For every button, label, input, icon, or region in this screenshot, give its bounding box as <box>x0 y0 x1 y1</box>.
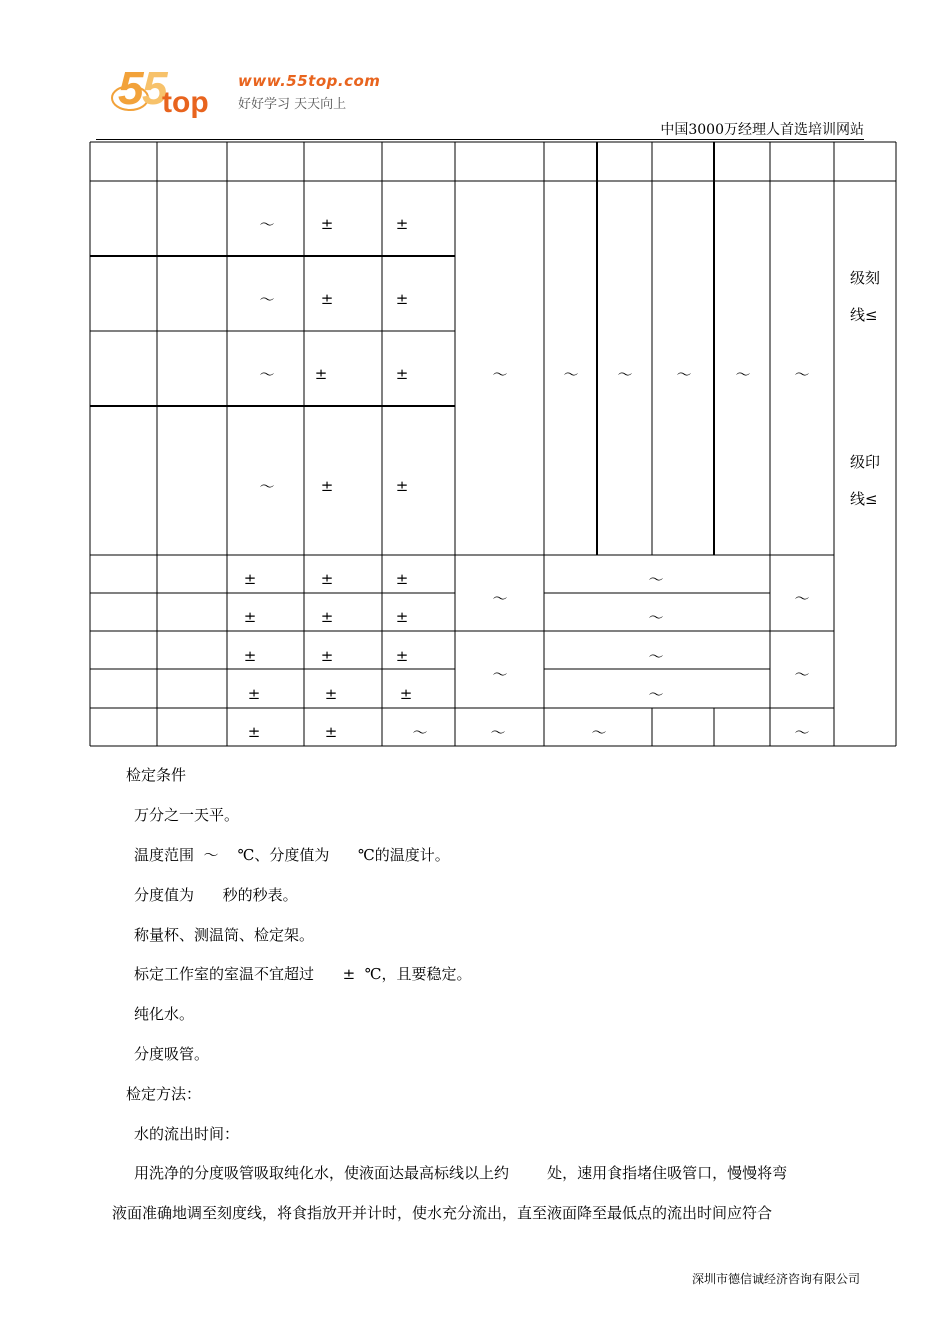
svg-text:5: 5 <box>142 62 168 114</box>
table-cell: ～ <box>648 685 664 704</box>
table-cell: ± <box>395 215 409 233</box>
condition-item: 分度值为 秒的秒表。 <box>134 886 298 904</box>
table-cell: ～ <box>412 723 428 742</box>
table-cell: ～ <box>259 215 275 234</box>
condition-item: 分度吸管。 <box>134 1045 210 1063</box>
table-cell: ± <box>399 685 413 703</box>
svg-text:5: 5 <box>118 62 144 114</box>
table-cell: ～ <box>617 365 633 384</box>
side-note-line: 级印 <box>850 453 881 471</box>
table-cell: ± <box>314 365 328 383</box>
table-cell: ± <box>243 647 257 665</box>
method-heading: 检定方法： <box>126 1085 202 1103</box>
table-cell: ± <box>395 608 409 626</box>
table-cell: ～ <box>591 723 607 742</box>
table-cell: ± <box>395 647 409 665</box>
condition-item: 称量杯、测温筒、检定架。 <box>134 926 315 944</box>
table-cell: ± <box>320 570 334 588</box>
conditions-heading: 检定条件 <box>126 766 187 784</box>
table-cell: ～ <box>259 290 275 309</box>
table-cell: ～ <box>794 665 810 684</box>
table-cell: ～ <box>492 589 508 608</box>
table-cell: ～ <box>794 589 810 608</box>
svg-text:top: top <box>162 86 209 119</box>
side-note-line: 线≤ <box>850 490 878 508</box>
table-cell: ± <box>324 723 338 741</box>
table-cell: ± <box>395 570 409 588</box>
table-cell: ～ <box>676 365 692 384</box>
table-cell: ± <box>320 290 334 308</box>
table-cell: ± <box>243 570 257 588</box>
table-cell: ～ <box>648 570 664 589</box>
table-cell: ± <box>247 685 261 703</box>
table-cell: ～ <box>492 365 508 384</box>
side-note-engraved <box>850 260 890 334</box>
table-cell: ± <box>395 365 409 383</box>
table-cell: ± <box>243 608 257 626</box>
table-cell: ± <box>395 290 409 308</box>
side-note-line: 级刻 <box>850 269 881 287</box>
side-note-printed <box>850 444 890 518</box>
condition-item: 标定工作室的室温不宜超过 ± ℃，且要稳定。 <box>134 965 472 983</box>
method-subheading: 水的流出时间： <box>134 1125 240 1143</box>
site-url[interactable]: www.55top.com <box>238 72 381 90</box>
condition-item: 纯化水。 <box>134 1005 195 1023</box>
table-cell: ～ <box>735 365 751 384</box>
header-tagline: 中国3000万经理人首选培训网站 <box>660 122 864 138</box>
table-cell: ～ <box>490 723 506 742</box>
table-cell: ± <box>247 723 261 741</box>
table-cell: ～ <box>259 365 275 384</box>
condition-item: 万分之一天平。 <box>134 806 240 824</box>
side-note-line: 线≤ <box>850 306 878 324</box>
method-paragraph-line: 液面准确地调至刻度线，将食指放开并计时，使水充分流出，直至液面降至最低点的流出时间应符合 <box>112 1204 773 1222</box>
method-paragraph-line: 用洗净的分度吸管吸取纯化水，使液面达最高标线以上约 处，速用食指堵住吸管口，慢慢将弯 <box>134 1164 788 1182</box>
table-cell: ～ <box>648 647 664 666</box>
table-cell: ～ <box>794 723 810 742</box>
table-cell: ± <box>324 685 338 703</box>
table-cell: ～ <box>492 665 508 684</box>
table-cell: ～ <box>794 365 810 384</box>
table-cell: ～ <box>563 365 579 384</box>
site-slogan: 好好学习 天天向上 <box>238 97 347 112</box>
footer-company: 深圳市德信诚经济咨询有限公司 <box>691 1272 860 1286</box>
table-cell: ± <box>320 608 334 626</box>
table-cell: ～ <box>259 477 275 496</box>
table-cell: ± <box>320 215 334 233</box>
table-cell: ± <box>320 477 334 495</box>
table-cell: ± <box>320 647 334 665</box>
condition-item: 温度范围 ～ ℃、分度值为 ℃的温度计。 <box>134 846 450 864</box>
table-cell: ± <box>395 477 409 495</box>
table-cell: ～ <box>648 608 664 627</box>
